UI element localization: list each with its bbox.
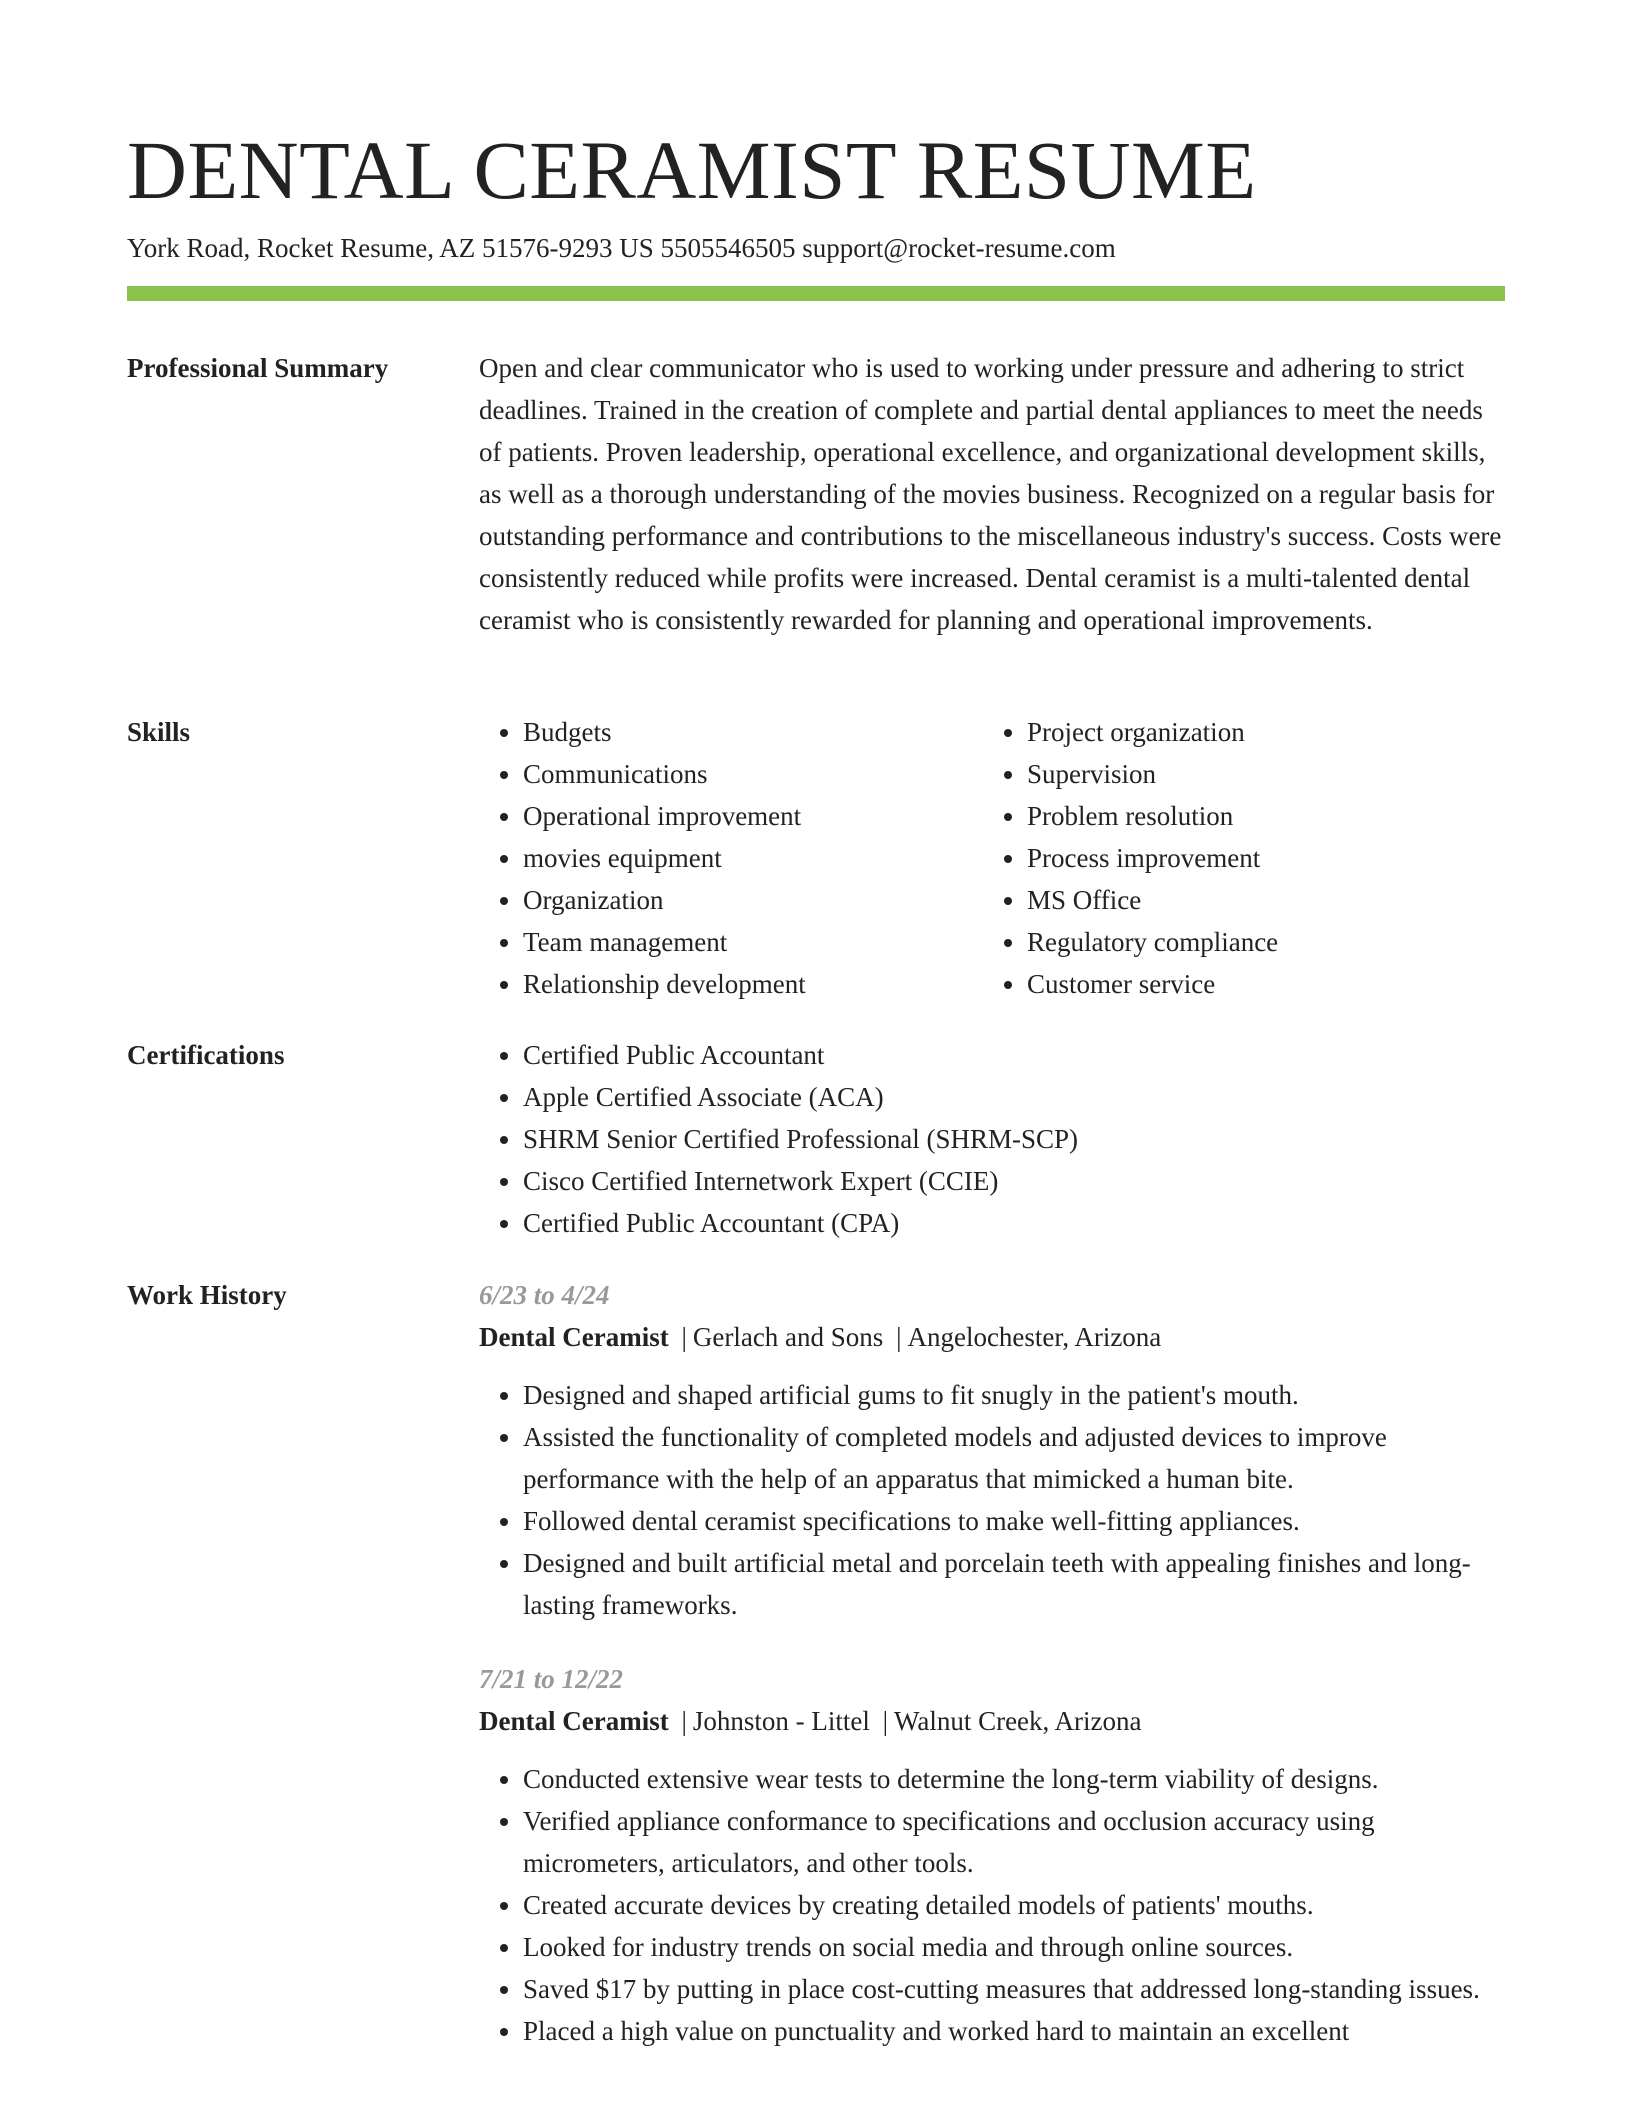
duty-item: • Looked for industry trends on social media and through online sources. <box>523 1926 1505 1968</box>
duty-item: • Placed a high value on punctuality and worked hard to maintain an excellent <box>523 2010 1505 2052</box>
duty-item: • Verified appliance conformance to specifications and occlusion accuracy using micrometers, articulators, and other tools. <box>523 1800 1505 1884</box>
job-company: Johnston - Littel <box>692 1706 870 1736</box>
duty-item: • Created accurate devices by creating detailed models of patients' mouths. <box>523 1884 1505 1926</box>
certification-item: • Apple Certified Associate (ACA) <box>523 1076 1505 1118</box>
skill-item: • Organization <box>523 879 983 921</box>
certifications-list <box>479 1034 1505 1244</box>
resume-title: DENTAL CERAMIST RESUME <box>127 124 1257 216</box>
skill-item: • Operational improvement <box>523 795 983 837</box>
summary-text: Open and clear communicator who is used to working under pressure and adhering to strict deadlines. Trained in the creation of complete and partial dental appliances to meet the needs of patients. Proven leadership, operational excellence, and organizational development skills, as well as a thorough understanding of the movies business. Recognized on a regular basis for outstanding performance and contributions to the miscellaneous industry's success. Costs were consistently reduced while profits were increased. Dental ceramist is a multi-talented dental ceramist who is consistently rewarded for planning and operational improvements. <box>479 353 1502 635</box>
skill-item: • Regulatory compliance <box>1027 921 1487 963</box>
certification-item: • SHRM Senior Certified Professional (SHRM-SCP) <box>523 1118 1505 1160</box>
certifications-heading: Certifications <box>127 1040 285 1070</box>
job-company: Gerlach and Sons <box>692 1322 884 1352</box>
duty-item: • Followed dental ceramist specifications to make well-fitting appliances. <box>523 1500 1505 1542</box>
job-separator: | <box>681 1706 687 1736</box>
job-header <box>479 1316 1505 1358</box>
job-title: Dental Ceramist <box>479 1706 669 1736</box>
duty-item: • Conducted extensive wear tests to determine the long-term viability of designs. <box>523 1758 1505 1800</box>
job-separator: | <box>681 1322 687 1352</box>
skills-list-left <box>479 711 983 1005</box>
job-entry <box>479 1274 1505 1626</box>
certification-item: • Cisco Certified Internetwork Expert (CCIE) <box>523 1160 1505 1202</box>
skills-heading: Skills <box>127 717 191 747</box>
skill-item: • Team management <box>523 921 983 963</box>
skill-item: • Problem resolution <box>1027 795 1487 837</box>
skill-item: • MS Office <box>1027 879 1487 921</box>
skill-item: • Communications <box>523 753 983 795</box>
job-duties <box>479 1374 1505 1626</box>
skill-item: • Budgets <box>523 711 983 753</box>
contact-info: York Road, Rocket Resume, AZ 51576-9293 US 5505546505 support@rocket-resume.com <box>127 233 1116 263</box>
job-separator: | <box>882 1706 889 1736</box>
skills-list-right <box>983 711 1487 1005</box>
job-title: Dental Ceramist <box>479 1322 669 1352</box>
duty-item: • Designed and built artificial metal and porcelain teeth with appealing finishes and long-lasting frameworks. <box>523 1542 1505 1626</box>
duty-item: • Saved $17 by putting in place cost-cutting measures that addressed long-standing issues. <box>523 1968 1505 2010</box>
job-dates: 6/23 to 4/24 <box>479 1280 610 1310</box>
skill-item: • Process improvement <box>1027 837 1487 879</box>
skill-item: • Project organization <box>1027 711 1487 753</box>
job-header <box>479 1700 1505 1742</box>
duty-item: • Assisted the functionality of completed models and adjusted devices to improve performance with the help of an apparatus that mimicked a human bite. <box>523 1416 1505 1500</box>
duty-item: • Designed and shaped artificial gums to fit snugly in the patient's mouth. <box>523 1374 1505 1416</box>
skill-item: • movies equipment <box>523 837 983 879</box>
skill-item: • Relationship development <box>523 963 983 1005</box>
certification-item: • Certified Public Accountant (CPA) <box>523 1202 1505 1244</box>
job-location: Walnut Creek, Arizona <box>894 1706 1142 1736</box>
certification-item: • Certified Public Accountant <box>523 1034 1505 1076</box>
job-location: Angelochester, Arizona <box>907 1322 1162 1352</box>
job-duties <box>479 1758 1505 2052</box>
job-dates: 7/21 to 12/22 <box>479 1664 624 1694</box>
header-divider <box>127 286 1505 301</box>
work-history-heading: Work History <box>127 1280 287 1310</box>
skill-item: • Supervision <box>1027 753 1487 795</box>
job-separator: | <box>896 1322 902 1352</box>
summary-heading: Professional Summary <box>127 353 389 383</box>
job-entry <box>479 1658 1505 2052</box>
skill-item: • Customer service <box>1027 963 1487 1005</box>
